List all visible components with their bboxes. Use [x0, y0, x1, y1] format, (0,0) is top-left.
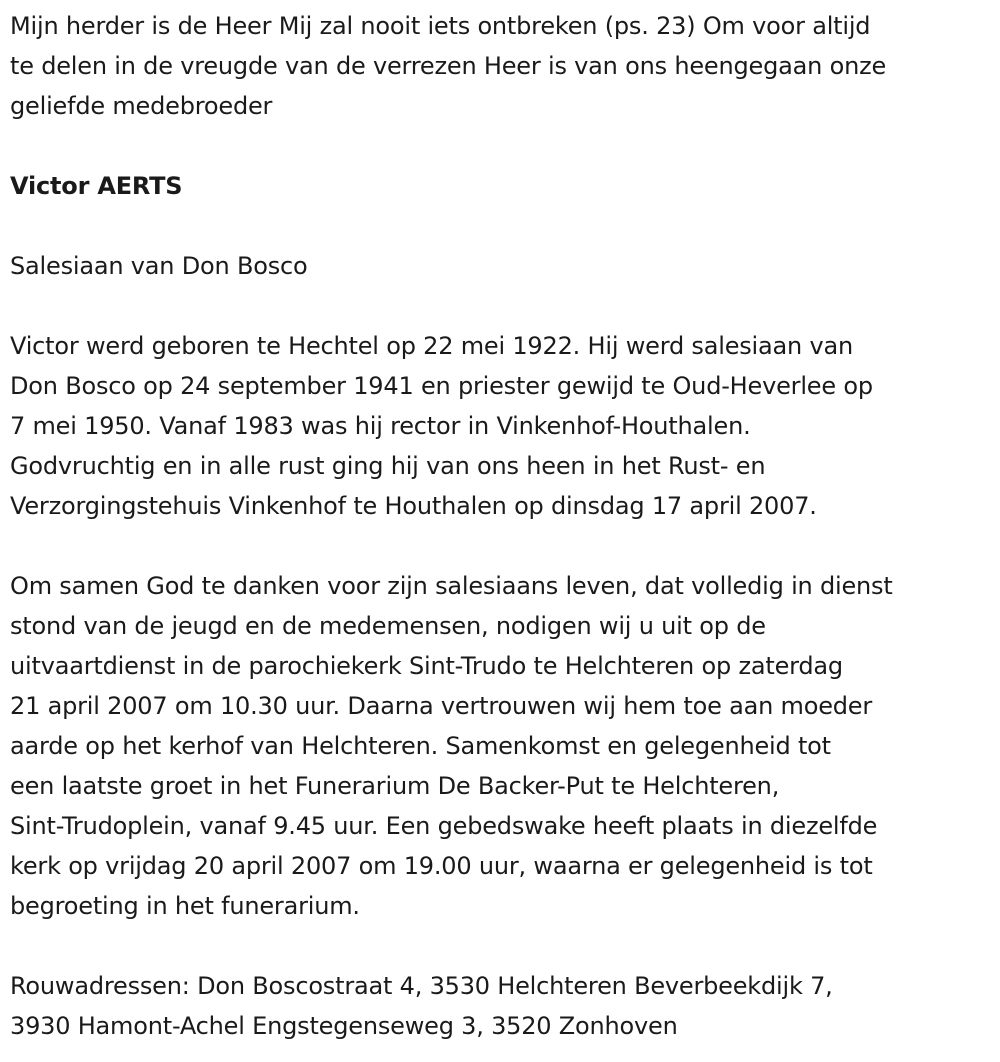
intro-line: geliefde medebroeder — [10, 92, 273, 120]
service-line: kerk op vrijdag 20 april 2007 om 19.00 uur, waarna er gelegenheid is tot — [10, 852, 873, 880]
obituary-document — [10, 6, 994, 1046]
intro-line: Mijn herder is de Heer Mij zal nooit iets ontbreken (ps. 23) Om voor altijd — [10, 12, 871, 40]
addresses-paragraph — [10, 966, 994, 1046]
service-line: Om samen God te danken voor zijn salesiaans leven, dat volledig in dienst — [10, 572, 893, 600]
service-line: begroeting in het funerarium. — [10, 892, 360, 920]
biography-line: Don Bosco op 24 september 1941 en priester gewijd te Oud-Heverlee op — [10, 372, 873, 400]
affiliation-text: Salesiaan van Don Bosco — [10, 252, 308, 280]
service-line: aarde op het kerhof van Helchteren. Samenkomst en gelegenheid tot — [10, 732, 831, 760]
intro-paragraph — [10, 6, 994, 126]
paragraph-gap — [10, 526, 994, 566]
biography-line: Victor werd geboren te Hechtel op 22 mei 1922. Hij werd salesiaan van — [10, 332, 854, 360]
service-line: stond van de jeugd en de medemensen, nodigen wij u uit op de — [10, 612, 766, 640]
addresses-line: 3930 Hamont-Achel Engstegenseweg 3, 3520 Zonhoven — [10, 1012, 678, 1040]
addresses-line: Rouwadressen: Don Boscostraat 4, 3530 Helchteren Beverbeekdijk 7, — [10, 972, 833, 1000]
service-paragraph — [10, 566, 994, 926]
paragraph-gap — [10, 926, 994, 966]
deceased-name — [10, 166, 994, 206]
biography-line: Verzorgingstehuis Vinkenhof te Houthalen op dinsdag 17 april 2007. — [10, 492, 817, 520]
affiliation-paragraph — [10, 246, 994, 286]
service-line: uitvaartdienst in de parochiekerk Sint-Trudo te Helchteren op zaterdag — [10, 652, 843, 680]
biography-paragraph — [10, 326, 994, 526]
service-line: Sint-Trudoplein, vanaf 9.45 uur. Een gebedswake heeft plaats in diezelfde — [10, 812, 878, 840]
biography-line: 7 mei 1950. Vanaf 1983 was hij rector in Vinkenhof-Houthalen. — [10, 412, 751, 440]
paragraph-gap — [10, 206, 994, 246]
biography-line: Godvruchtig en in alle rust ging hij van ons heen in het Rust- en — [10, 452, 766, 480]
service-line: 21 april 2007 om 10.30 uur. Daarna vertrouwen wij hem toe aan moeder — [10, 692, 873, 720]
service-line: een laatste groet in het Funerarium De Backer-Put te Helchteren, — [10, 772, 780, 800]
paragraph-gap — [10, 286, 994, 326]
paragraph-gap — [10, 126, 994, 166]
intro-line: te delen in de vreugde van de verrezen Heer is van ons heengegaan onze — [10, 52, 887, 80]
name-text: Victor AERTS — [10, 172, 183, 200]
